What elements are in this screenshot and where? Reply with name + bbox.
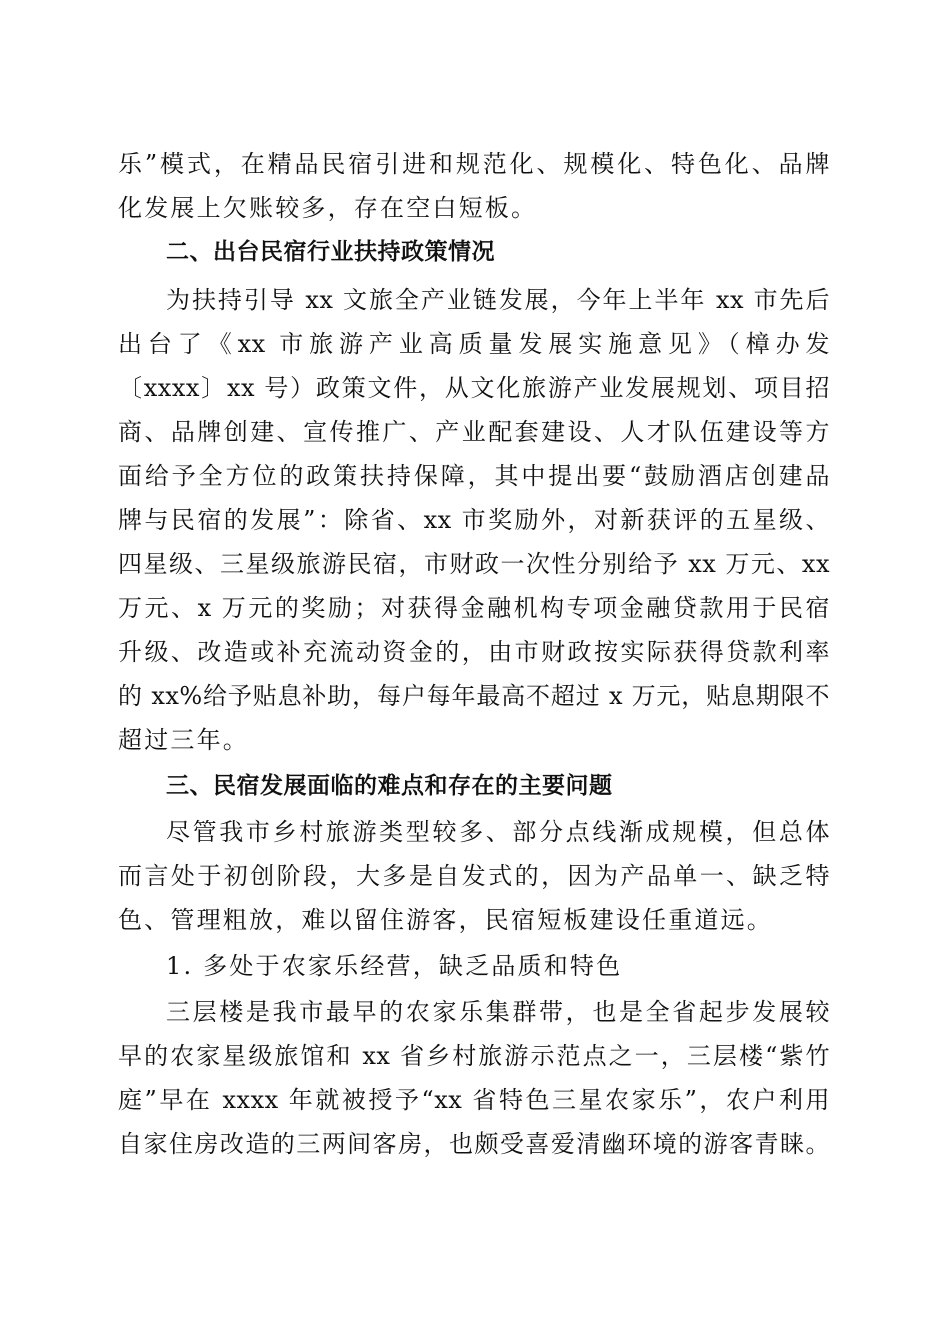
paragraph-line: 尽管我市乡村旅游类型较多、部分点线渐成规模，但总体 [166,818,830,846]
paragraph-line: 化发展上欠账较多，存在空白短板。 [118,194,538,222]
paragraph-line: 的 xx%给予贴息补助，每户每年最高不超过 x 万元，贴息期限不 [118,682,830,710]
section-heading: 三、民宿发展面临的难点和存在的主要问题 [166,773,613,799]
paragraph-line: 超过三年。 [118,726,249,754]
paragraph-line: 出台了《xx 市旅游产业高质量发展实施意见》（樟办发 [118,330,830,358]
section-heading: 二、出台民宿行业扶持政策情况 [166,239,495,265]
paragraph-line: 面给予全方位的政策扶持保障，其中提出要“鼓励酒店创建品 [118,462,830,490]
paragraph-line: 而言处于初创阶段，大多是自发式的，因为产品单一、缺乏特 [118,862,830,890]
paragraph-line: 为扶持引导 xx 文旅全产业链发展，今年上半年 xx 市先后 [166,286,830,314]
paragraph-line: 升级、改造或补充流动资金的，由市财政按实际获得贷款利率 [118,638,830,666]
paragraph-line: 商、品牌创建、宣传推广、产业配套建设、人才队伍建设等方 [118,418,830,446]
paragraph-line: 三层楼是我市最早的农家乐集群带，也是全省起步发展较 [166,998,830,1026]
subsection-heading: 1. 多处于农家乐经营，缺乏品质和特色 [166,952,623,980]
paragraph-line: 自家住房改造的三两间客房，也颇受喜爱清幽环境的游客青睐。 [118,1130,830,1158]
paragraph-line: 色、管理粗放，难以留住游客，民宿短板建设任重道远。 [118,906,773,934]
paragraph-line: 〔xxxx〕xx 号）政策文件，从文化旅游产业发展规划、项目招 [118,374,830,402]
paragraph-line: 四星级、三星级旅游民宿，市财政一次性分别给予 xx 万元、xx [118,550,830,578]
paragraph-line: 万元、x 万元的奖励；对获得金融机构专项金融贷款用于民宿 [118,594,830,622]
paragraph-line: 早的农家星级旅馆和 xx 省乡村旅游示范点之一，三层楼“紫竹 [118,1042,830,1070]
paragraph-line: 牌与民宿的发展”：除省、xx 市奖励外，对新获评的五星级、 [118,506,830,534]
paragraph-line: 乐”模式，在精品民宿引进和规范化、规模化、特色化、品牌 [118,150,830,178]
paragraph-line: 庭”早在 xxxx 年就被授予“xx 省特色三星农家乐”，农户利用 [118,1086,830,1114]
